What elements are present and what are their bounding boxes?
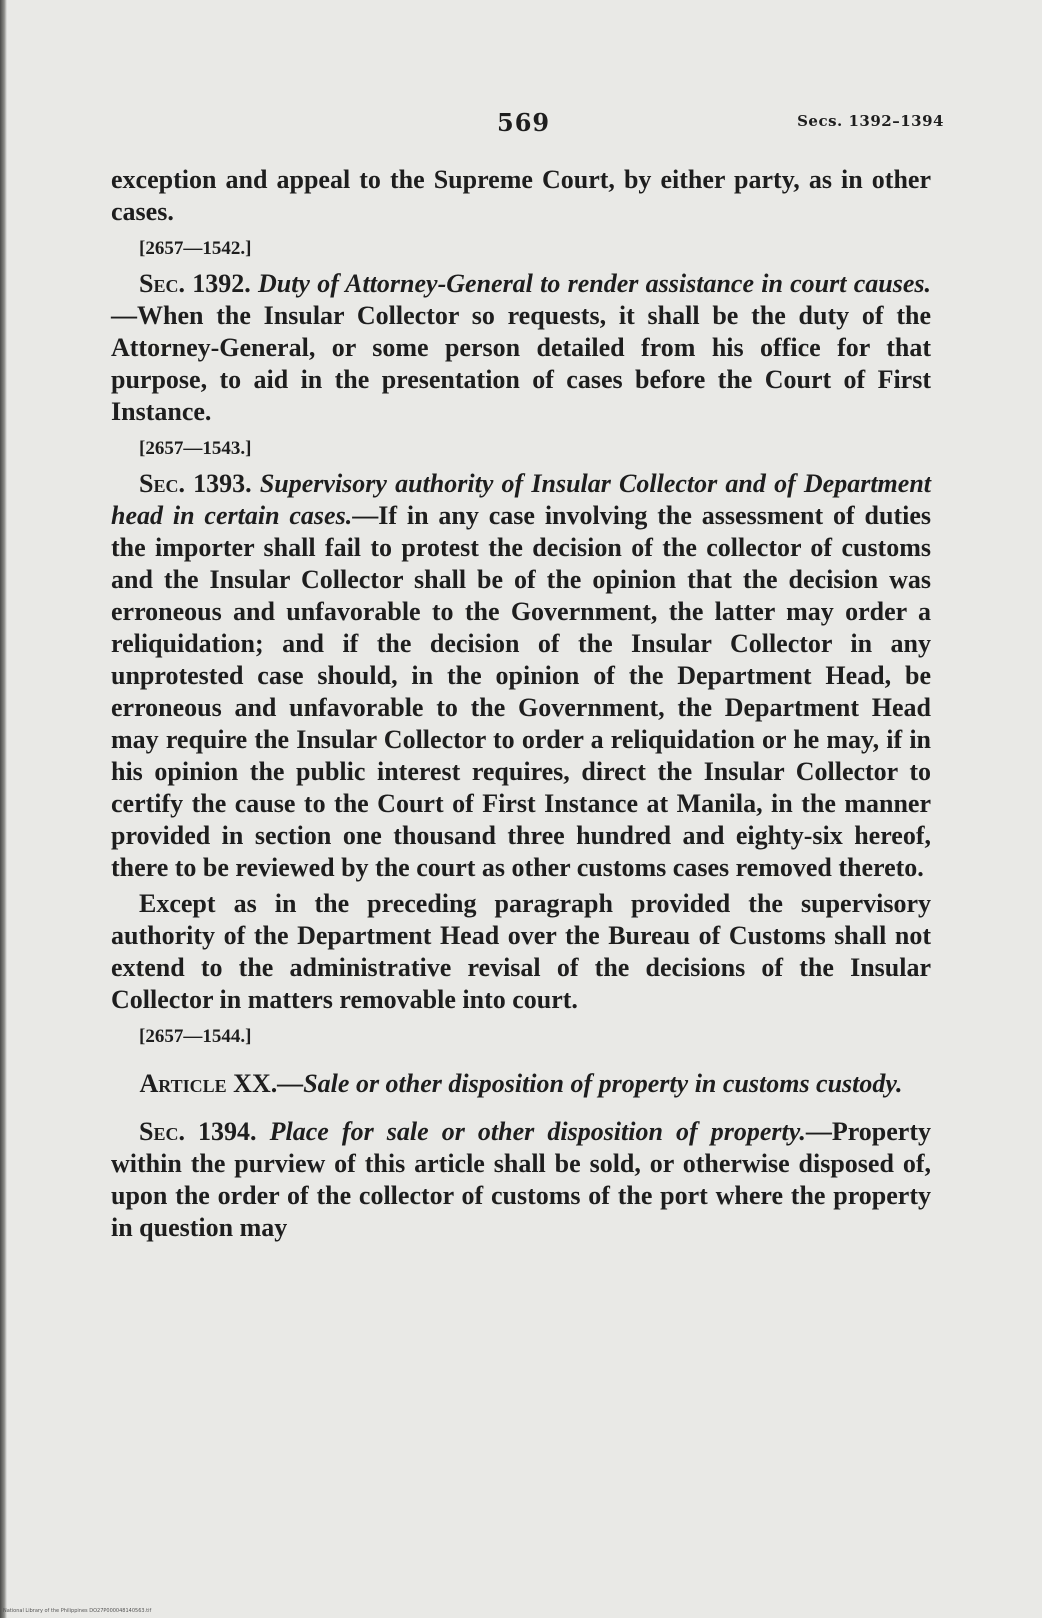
section-heading: Supervisory authority of Insular Collector and of Department head in certain cases. [111,469,932,530]
intro-paragraph: exception and appeal to the Supreme Court, by either party, as in other cases. [111,165,931,226]
citation: [2657—1542.] [139,238,252,259]
article-heading [131,1068,911,1100]
page-header [0,108,1042,140]
section-text: —If in any case involving the assessment of duties the importer shall fail to protest the decision of the collector of customs and the Insular Collector shall be of the opinion that the decision was erroneous and unfavorable to the Government, the latter may order a reliquidation; and if the decision of the Insular Collector in any unprotested case should, in the opinion of the Department Head, be erroneous and unfavorable to the Government, the Department Head may require the Insular Collector to order a reliquidation or he may, if in his opinion the public interest requires, direct the Insular Collector to certify the cause to the Court of First Instance at Manila, in the manner provided in section one thousand three hundred and eighty-six hereof, there to be reviewed by the court as other customs cases removed thereto. [111,501,931,882]
section-1392 [111,268,931,428]
article-label: Article XX. [139,1069,278,1098]
page-number: 569 [497,108,551,137]
section-1394 [111,1116,931,1244]
section-heading: Duty of Attorney-General to render assistance in court causes. [257,269,932,298]
section-text: —When the Insular Collector so requests, it shall be the duty of the Attorney-General, or some person detailed from his office for that purpose, to aid in the presentation of cases before the Court of First Instance. [111,301,931,426]
section-1393-paragraph-2: Except as in the preceding paragraph provided the supervisory authority of the Department Head over the Bureau of Customs shall not extend to the administrative revisal of the decisions of the Insular Collector in matters removable into court. [111,889,931,1014]
section-heading: Place for sale or other disposition of property. [269,1117,806,1146]
section-label: Sec. 1393. [139,469,252,498]
section-label: Sec. 1392. [139,269,251,298]
citation: [2657—1544.] [139,1026,252,1047]
section-text: —Property within the purview of this article shall be sold, or otherwise disposed of, upon the order of the collector of customs of the port where the property in question may [111,1117,931,1242]
archive-stamp: National Library of the Philippines DO27P000048140563.tif [3,1608,152,1614]
page-body [111,164,931,1244]
section-label: Sec. 1394. [139,1117,257,1146]
citation: [2657—1543.] [139,438,252,459]
article-title: —Sale or other disposition of property in customs custody. [277,1069,903,1098]
section-1393 [111,468,931,884]
section-range: Secs. 1392–1394 [797,112,944,130]
